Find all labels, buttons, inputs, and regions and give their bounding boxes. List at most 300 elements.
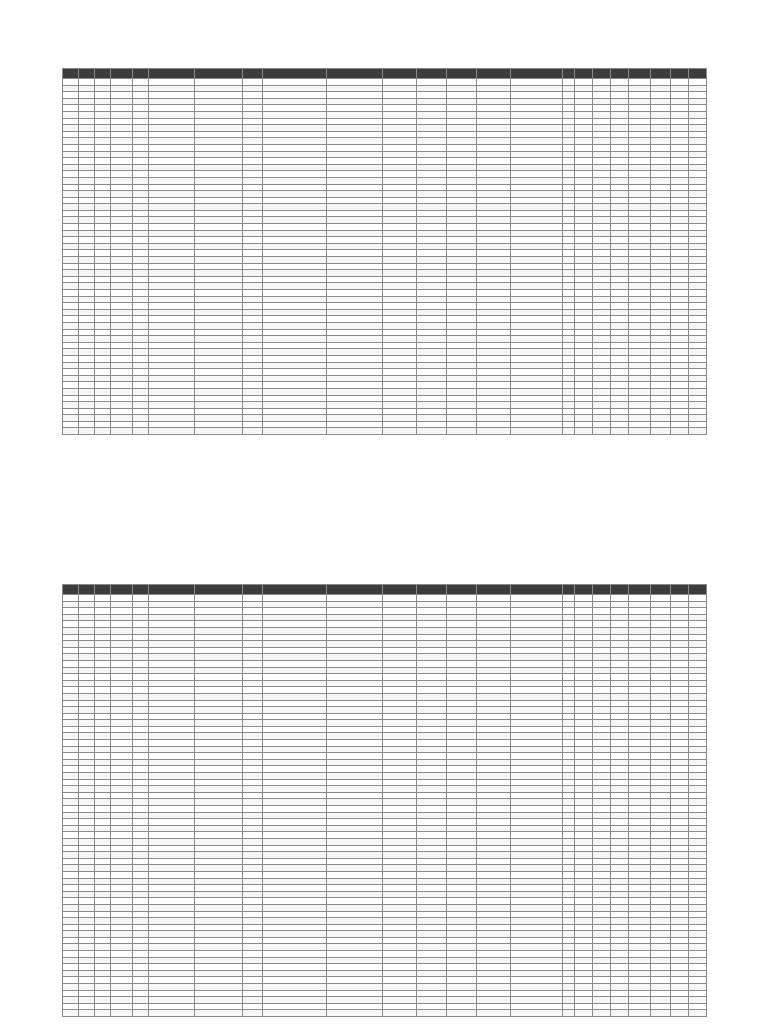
table-cell: [63, 369, 79, 376]
table-cell: [575, 806, 593, 813]
table-cell: [383, 395, 417, 402]
table-row: [63, 898, 707, 905]
table-cell: [243, 342, 263, 349]
table-cell: [111, 726, 133, 733]
table-cell: [563, 806, 575, 813]
table-cell: [575, 871, 593, 878]
table-cell: [63, 865, 79, 872]
table-cell: [477, 871, 511, 878]
table-cell: [611, 753, 629, 760]
table-cell: [327, 217, 383, 224]
table-cell: [575, 362, 593, 369]
table-cell: [671, 621, 689, 628]
table-cell: [611, 608, 629, 615]
table-cell: [383, 362, 417, 369]
table-cell: [111, 924, 133, 931]
table-cell: [133, 759, 149, 766]
table-cell: [149, 1010, 195, 1017]
table-cell: [447, 865, 477, 872]
table-cell: [243, 125, 263, 132]
table-cell: [263, 151, 327, 158]
table-cell: [95, 898, 111, 905]
table-cell: [111, 700, 133, 707]
table-cell: [689, 838, 707, 845]
table-cell: [511, 415, 563, 422]
table-cell: [327, 230, 383, 237]
table-cell: [593, 773, 611, 780]
table-cell: [111, 111, 133, 118]
table-cell: [63, 263, 79, 270]
table-cell: [149, 138, 195, 145]
table-cell: [689, 806, 707, 813]
table-cell: [563, 944, 575, 951]
table-cell: [195, 865, 243, 872]
table-cell: [563, 898, 575, 905]
table-cell: [629, 230, 651, 237]
table-cell: [263, 660, 327, 667]
table-cell: [149, 131, 195, 138]
table-cell: [149, 85, 195, 92]
table-cell: [477, 283, 511, 290]
table-cell: [593, 997, 611, 1004]
table-cell: [195, 759, 243, 766]
table-cell: [263, 329, 327, 336]
table-cell: [417, 217, 447, 224]
table-cell: [195, 977, 243, 984]
table-cell: [95, 85, 111, 92]
table-cell: [195, 402, 243, 409]
table-cell: [327, 931, 383, 938]
table-cell: [111, 740, 133, 747]
table-cell: [511, 627, 563, 634]
table-cell: [383, 608, 417, 615]
table-cell: [133, 151, 149, 158]
table-cell: [111, 105, 133, 112]
table-cell: [95, 753, 111, 760]
table-cell: [651, 415, 671, 422]
table-cell: [417, 957, 447, 964]
table-cell: [327, 759, 383, 766]
table-cell: [243, 369, 263, 376]
table-cell: [95, 964, 111, 971]
table-cell: [95, 799, 111, 806]
table-cell: [629, 402, 651, 409]
table-cell: [629, 799, 651, 806]
column-header: [611, 69, 629, 79]
table-cell: [195, 733, 243, 740]
table-cell: [417, 184, 447, 191]
table-cell: [593, 654, 611, 661]
table-cell: [447, 885, 477, 892]
table-cell: [95, 746, 111, 753]
table-cell: [629, 276, 651, 283]
table-cell: [149, 654, 195, 661]
table-cell: [383, 342, 417, 349]
table-cell: [111, 118, 133, 125]
table-cell: [243, 614, 263, 621]
table-cell: [611, 654, 629, 661]
table-cell: [79, 693, 95, 700]
table-cell: [629, 329, 651, 336]
table-cell: [575, 322, 593, 329]
column-header: [477, 585, 511, 595]
table-cell: [149, 904, 195, 911]
table-cell: [95, 924, 111, 931]
table-cell: [671, 204, 689, 211]
table-cell: [63, 164, 79, 171]
table-cell: [611, 382, 629, 389]
table-cell: [133, 819, 149, 826]
table-cell: [689, 210, 707, 217]
table-cell: [511, 812, 563, 819]
table-cell: [195, 984, 243, 991]
table-cell: [79, 382, 95, 389]
table-cell: [383, 838, 417, 845]
table-cell: [79, 303, 95, 310]
table-cell: [477, 878, 511, 885]
table-cell: [133, 871, 149, 878]
table-cell: [195, 779, 243, 786]
table-cell: [671, 871, 689, 878]
table-cell: [651, 118, 671, 125]
table-cell: [263, 779, 327, 786]
table-cell: [511, 1010, 563, 1017]
table-cell: [575, 283, 593, 290]
table-cell: [149, 171, 195, 178]
table-cell: [689, 118, 707, 125]
table-cell: [243, 951, 263, 958]
table-cell: [417, 131, 447, 138]
table-cell: [563, 647, 575, 654]
table-cell: [593, 92, 611, 99]
table-cell: [689, 753, 707, 760]
table-cell: [95, 105, 111, 112]
table-row: [63, 290, 707, 297]
table-cell: [447, 904, 477, 911]
table-cell: [593, 680, 611, 687]
table-cell: [243, 270, 263, 277]
table-cell: [327, 388, 383, 395]
table-cell: [95, 204, 111, 211]
table-cell: [593, 918, 611, 925]
table-cell: [689, 125, 707, 132]
table-cell: [263, 382, 327, 389]
table-cell: [63, 937, 79, 944]
table-cell: [511, 402, 563, 409]
table-cell: [671, 184, 689, 191]
table-cell: [689, 924, 707, 931]
table-cell: [593, 191, 611, 198]
table-cell: [243, 224, 263, 231]
table-cell: [111, 217, 133, 224]
table-cell: [149, 647, 195, 654]
table-cell: [447, 283, 477, 290]
table-row: [63, 138, 707, 145]
table-cell: [629, 634, 651, 641]
table-cell: [327, 415, 383, 422]
table-cell: [689, 951, 707, 958]
table-row: [63, 177, 707, 184]
table-cell: [95, 303, 111, 310]
table-row: [63, 951, 707, 958]
table-cell: [593, 891, 611, 898]
table-cell: [95, 911, 111, 918]
table-cell: [111, 832, 133, 839]
table-cell: [133, 832, 149, 839]
table-cell: [563, 415, 575, 422]
table-cell: [563, 336, 575, 343]
table-cell: [611, 224, 629, 231]
table-cell: [651, 125, 671, 132]
table-cell: [511, 792, 563, 799]
table-cell: [133, 92, 149, 99]
table-cell: [63, 845, 79, 852]
table-cell: [629, 977, 651, 984]
table-cell: [63, 316, 79, 323]
table-cell: [95, 825, 111, 832]
table-row: [63, 660, 707, 667]
table-cell: [629, 85, 651, 92]
table-cell: [263, 641, 327, 648]
table-cell: [611, 197, 629, 204]
table-cell: [149, 627, 195, 634]
table-cell: [651, 111, 671, 118]
table-cell: [195, 608, 243, 615]
table-cell: [689, 243, 707, 250]
table-cell: [563, 667, 575, 674]
table-cell: [327, 878, 383, 885]
table-cell: [629, 184, 651, 191]
table-cell: [563, 759, 575, 766]
table-cell: [133, 402, 149, 409]
table-cell: [417, 720, 447, 727]
table-cell: [195, 825, 243, 832]
table-cell: [63, 660, 79, 667]
table-cell: [563, 621, 575, 628]
table-cell: [195, 125, 243, 132]
table-cell: [671, 819, 689, 826]
table-cell: [689, 608, 707, 615]
table-cell: [133, 595, 149, 602]
table-cell: [95, 138, 111, 145]
table-cell: [133, 733, 149, 740]
table-cell: [63, 595, 79, 602]
table-cell: [629, 250, 651, 257]
table-cell: [511, 970, 563, 977]
table-cell: [689, 601, 707, 608]
table-cell: [651, 151, 671, 158]
table-cell: [263, 647, 327, 654]
table-cell: [243, 627, 263, 634]
table-cell: [133, 224, 149, 231]
table-cell: [689, 336, 707, 343]
table-cell: [575, 608, 593, 615]
table-cell: [689, 614, 707, 621]
table-cell: [263, 204, 327, 211]
table-cell: [149, 608, 195, 615]
table-cell: [671, 680, 689, 687]
table-cell: [477, 990, 511, 997]
table-cell: [563, 990, 575, 997]
table-cell: [629, 680, 651, 687]
table-cell: [327, 184, 383, 191]
table-cell: [63, 924, 79, 931]
table-cell: [417, 98, 447, 105]
table-row: [63, 753, 707, 760]
table-cell: [447, 322, 477, 329]
table-cell: [671, 402, 689, 409]
table-cell: [383, 322, 417, 329]
table-cell: [629, 237, 651, 244]
table-cell: [689, 885, 707, 892]
table-cell: [447, 105, 477, 112]
table-row: [63, 111, 707, 118]
table-cell: [95, 151, 111, 158]
table-cell: [149, 792, 195, 799]
table-cell: [447, 944, 477, 951]
table-cell: [651, 395, 671, 402]
table-row: [63, 79, 707, 86]
table-cell: [689, 766, 707, 773]
table-cell: [629, 792, 651, 799]
table-cell: [95, 957, 111, 964]
table-cell: [477, 309, 511, 316]
table-cell: [651, 171, 671, 178]
table-cell: [95, 792, 111, 799]
table-cell: [447, 421, 477, 428]
table-cell: [383, 845, 417, 852]
table-cell: [611, 415, 629, 422]
table-cell: [79, 204, 95, 211]
table-cell: [63, 931, 79, 938]
table-cell: [149, 852, 195, 859]
table-cell: [79, 408, 95, 415]
table-cell: [689, 792, 707, 799]
table-cell: [611, 984, 629, 991]
table-cell: [511, 918, 563, 925]
table-cell: [651, 191, 671, 198]
table-cell: [575, 944, 593, 951]
column-header: [671, 585, 689, 595]
table-cell: [671, 342, 689, 349]
column-header: [149, 585, 195, 595]
table-cell: [79, 858, 95, 865]
table-row: [63, 85, 707, 92]
table-cell: [133, 720, 149, 727]
table-cell: [477, 270, 511, 277]
table-cell: [243, 878, 263, 885]
table-cell: [447, 746, 477, 753]
table-cell: [671, 997, 689, 1004]
table-cell: [671, 375, 689, 382]
table-cell: [671, 125, 689, 132]
table-cell: [149, 184, 195, 191]
table-cell: [327, 832, 383, 839]
table-cell: [111, 290, 133, 297]
table-cell: [263, 177, 327, 184]
table-cell: [383, 303, 417, 310]
table-cell: [383, 759, 417, 766]
table-cell: [79, 951, 95, 958]
table-cell: [477, 786, 511, 793]
table-cell: [79, 184, 95, 191]
table-cell: [95, 871, 111, 878]
table-cell: [417, 997, 447, 1004]
table-cell: [149, 984, 195, 991]
table-cell: [133, 309, 149, 316]
column-header: [263, 585, 327, 595]
table-block-2: [62, 584, 706, 1017]
table-cell: [79, 667, 95, 674]
table-cell: [575, 964, 593, 971]
table-cell: [575, 984, 593, 991]
table-cell: [383, 792, 417, 799]
table-cell: [651, 838, 671, 845]
table-cell: [111, 243, 133, 250]
table-cell: [417, 621, 447, 628]
table-row: [63, 667, 707, 674]
table-cell: [447, 773, 477, 780]
table-cell: [263, 838, 327, 845]
table-cell: [417, 634, 447, 641]
table-cell: [63, 171, 79, 178]
table-cell: [651, 217, 671, 224]
table-cell: [133, 355, 149, 362]
table-cell: [195, 641, 243, 648]
table-cell: [563, 891, 575, 898]
table-cell: [575, 746, 593, 753]
table-cell: [327, 395, 383, 402]
table-cell: [63, 118, 79, 125]
table-cell: [63, 687, 79, 694]
table-cell: [611, 250, 629, 257]
table-cell: [243, 263, 263, 270]
table-cell: [477, 687, 511, 694]
table-cell: [195, 937, 243, 944]
table-cell: [383, 786, 417, 793]
table-cell: [133, 838, 149, 845]
column-header: [563, 69, 575, 79]
table-cell: [651, 720, 671, 727]
table-cell: [629, 98, 651, 105]
table-cell: [447, 131, 477, 138]
table-cell: [95, 977, 111, 984]
table-cell: [149, 263, 195, 270]
table-cell: [243, 931, 263, 938]
table-cell: [243, 819, 263, 826]
table-cell: [133, 984, 149, 991]
table-cell: [111, 296, 133, 303]
table-cell: [593, 885, 611, 892]
table-cell: [671, 349, 689, 356]
table-cell: [477, 276, 511, 283]
table-cell: [477, 118, 511, 125]
table-cell: [611, 885, 629, 892]
table-cell: [417, 118, 447, 125]
table-cell: [383, 388, 417, 395]
table-cell: [417, 937, 447, 944]
table-cell: [593, 753, 611, 760]
table-cell: [383, 349, 417, 356]
table-cell: [133, 885, 149, 892]
table-cell: [575, 779, 593, 786]
table-cell: [593, 746, 611, 753]
table-cell: [671, 654, 689, 661]
table-cell: [417, 144, 447, 151]
table-cell: [63, 144, 79, 151]
table-cell: [243, 362, 263, 369]
table-cell: [477, 865, 511, 872]
